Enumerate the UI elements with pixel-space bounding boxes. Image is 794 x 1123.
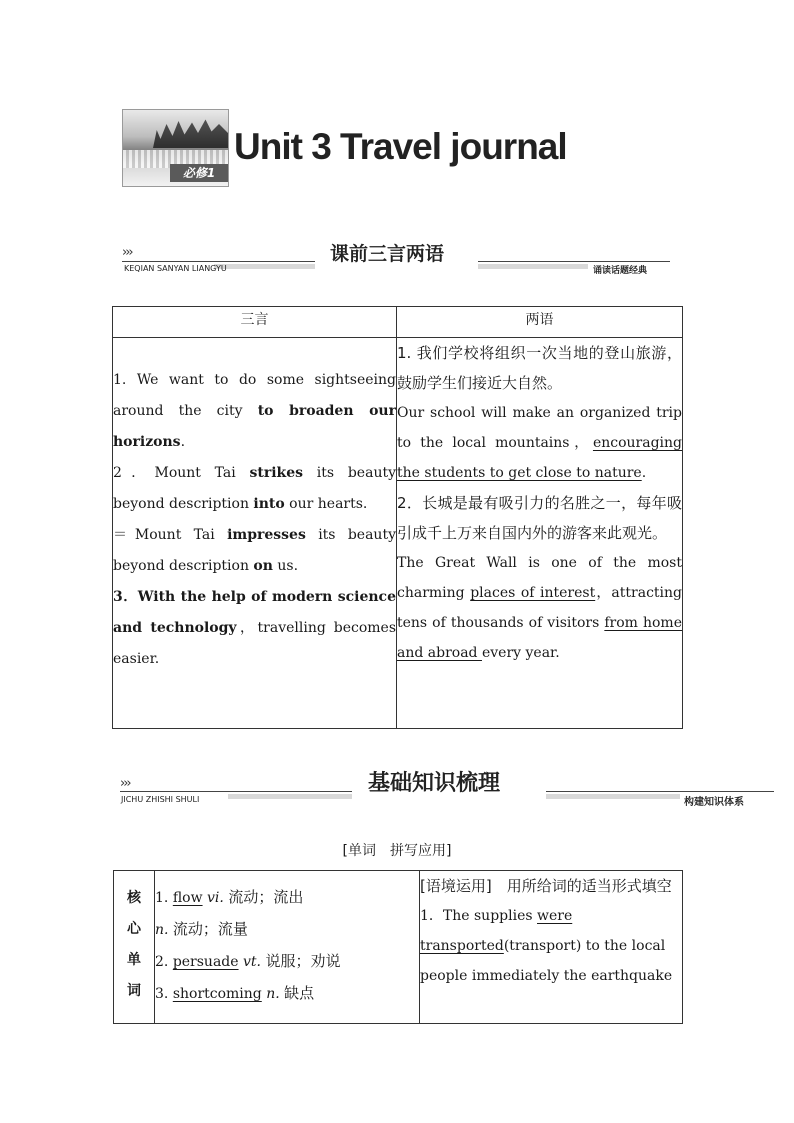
phrase-with-help: 3．With the help of modern science and technology [113, 589, 396, 636]
phrase-broaden-horizons: to broaden our horizons [113, 403, 396, 450]
word-item-flow-noun: n. 流动；流量 [155, 920, 248, 938]
section2-subtitle: 构建知识体系 [684, 797, 744, 808]
section1-title: 课前三言两语 [330, 243, 445, 265]
sanyan-cell [113, 338, 397, 729]
unit-title: Unit 3 Travel journal [234, 126, 567, 167]
context-usage-heading: [语境运用] 用所给词的适当形式填空 [420, 877, 672, 895]
core-words-table [113, 870, 683, 1024]
liangyu-item-1-en: Our school will make an organized trip to the local mountains，encouraging the students to get close to nature. [397, 405, 682, 481]
sanyan-item-2: 2．Mount Tai strikes its beauty beyond description into our hearts. [113, 465, 396, 512]
core-words-list [155, 871, 420, 1024]
word-item-persuade: 2. persuade vt. 说服；劝说 [155, 952, 341, 970]
section2-bar-right [546, 794, 680, 799]
liangyu-cell [397, 338, 683, 729]
sanyan-item-3: 3．With the help of modern science and technology，travelling becomes easier. [113, 589, 397, 667]
context-usage-cell [420, 871, 683, 1024]
section1-subtitle: 诵读话题经典 [593, 266, 648, 276]
word-item-flow: 1. flow vi. 流动；流出 [155, 888, 304, 906]
unit-badge-label: 必修1 [170, 164, 228, 182]
section2-pinyin: JICHU ZHISHI SHULI [121, 795, 200, 804]
liangyu-item-2-cn: 2．长城是最有吸引力的名胜之一，每年吸引成千上万来自国内外的游客来此观光。 [397, 494, 682, 542]
answer-blank-1: encouraging the students to get close to nature [397, 435, 682, 481]
phrase-on: on [253, 558, 273, 574]
section1-rule-right [478, 261, 670, 262]
quotes-table [112, 306, 683, 729]
context-usage-q1: 1．The supplies were transported(transport) to the local people immediately the earthquake [420, 908, 673, 984]
phrase-strikes: strikes [249, 465, 304, 481]
liangyu-item-1-cn: 1. 我们学校将组织一次当地的登山旅游，鼓励学生们接近大自然。 [397, 344, 682, 392]
section2-chevrons: ››› [120, 776, 130, 791]
section1-chevrons: ››› [122, 245, 132, 260]
word-item-shortcoming: 3. shortcoming n. 缺点 [155, 984, 315, 1002]
liangyu-item-2-en: The Great Wall is one of the most charming places of interest，attracting tens of thousands of visitors from home and abroad every year. [397, 555, 682, 661]
word-spelling-caption: [单词 拼写应用] [342, 843, 452, 859]
word-flow: flow [172, 890, 203, 906]
phrase-impresses: impresses [227, 527, 306, 543]
word-persuade: persuade [172, 954, 239, 970]
trees-graphic [153, 118, 228, 148]
sanyan-item-1: 1. We want to do some sightseeing around the city to broaden our horizons. [113, 372, 396, 450]
word-shortcoming: shortcoming [172, 986, 262, 1002]
section2-rule-right [546, 791, 774, 792]
phrase-into: into [253, 496, 285, 512]
section1-rule-left [122, 261, 315, 262]
sanyan-item-2b: ＝Mount Tai impresses its beauty beyond description on us. [113, 527, 396, 574]
answer-blank-transported: were transported [420, 908, 573, 954]
section1-bar-left [214, 264, 315, 269]
section2-rule-left [120, 791, 352, 792]
section2-title: 基础知识梳理 [368, 771, 501, 796]
core-words-label: 核 心 单 词 [114, 871, 155, 1024]
section1-pinyin: KEQIAN SANYAN LIANGYU [124, 264, 227, 273]
header-liangyu: 两语 [397, 307, 683, 338]
section1-bar-right [478, 264, 588, 269]
unit-badge-image [122, 109, 229, 187]
answer-blank-3: from home and abroad [397, 615, 682, 661]
section2-bar-left [228, 794, 352, 799]
header-sanyan: 三言 [113, 307, 397, 338]
answer-blank-2: places of interest [470, 585, 596, 601]
